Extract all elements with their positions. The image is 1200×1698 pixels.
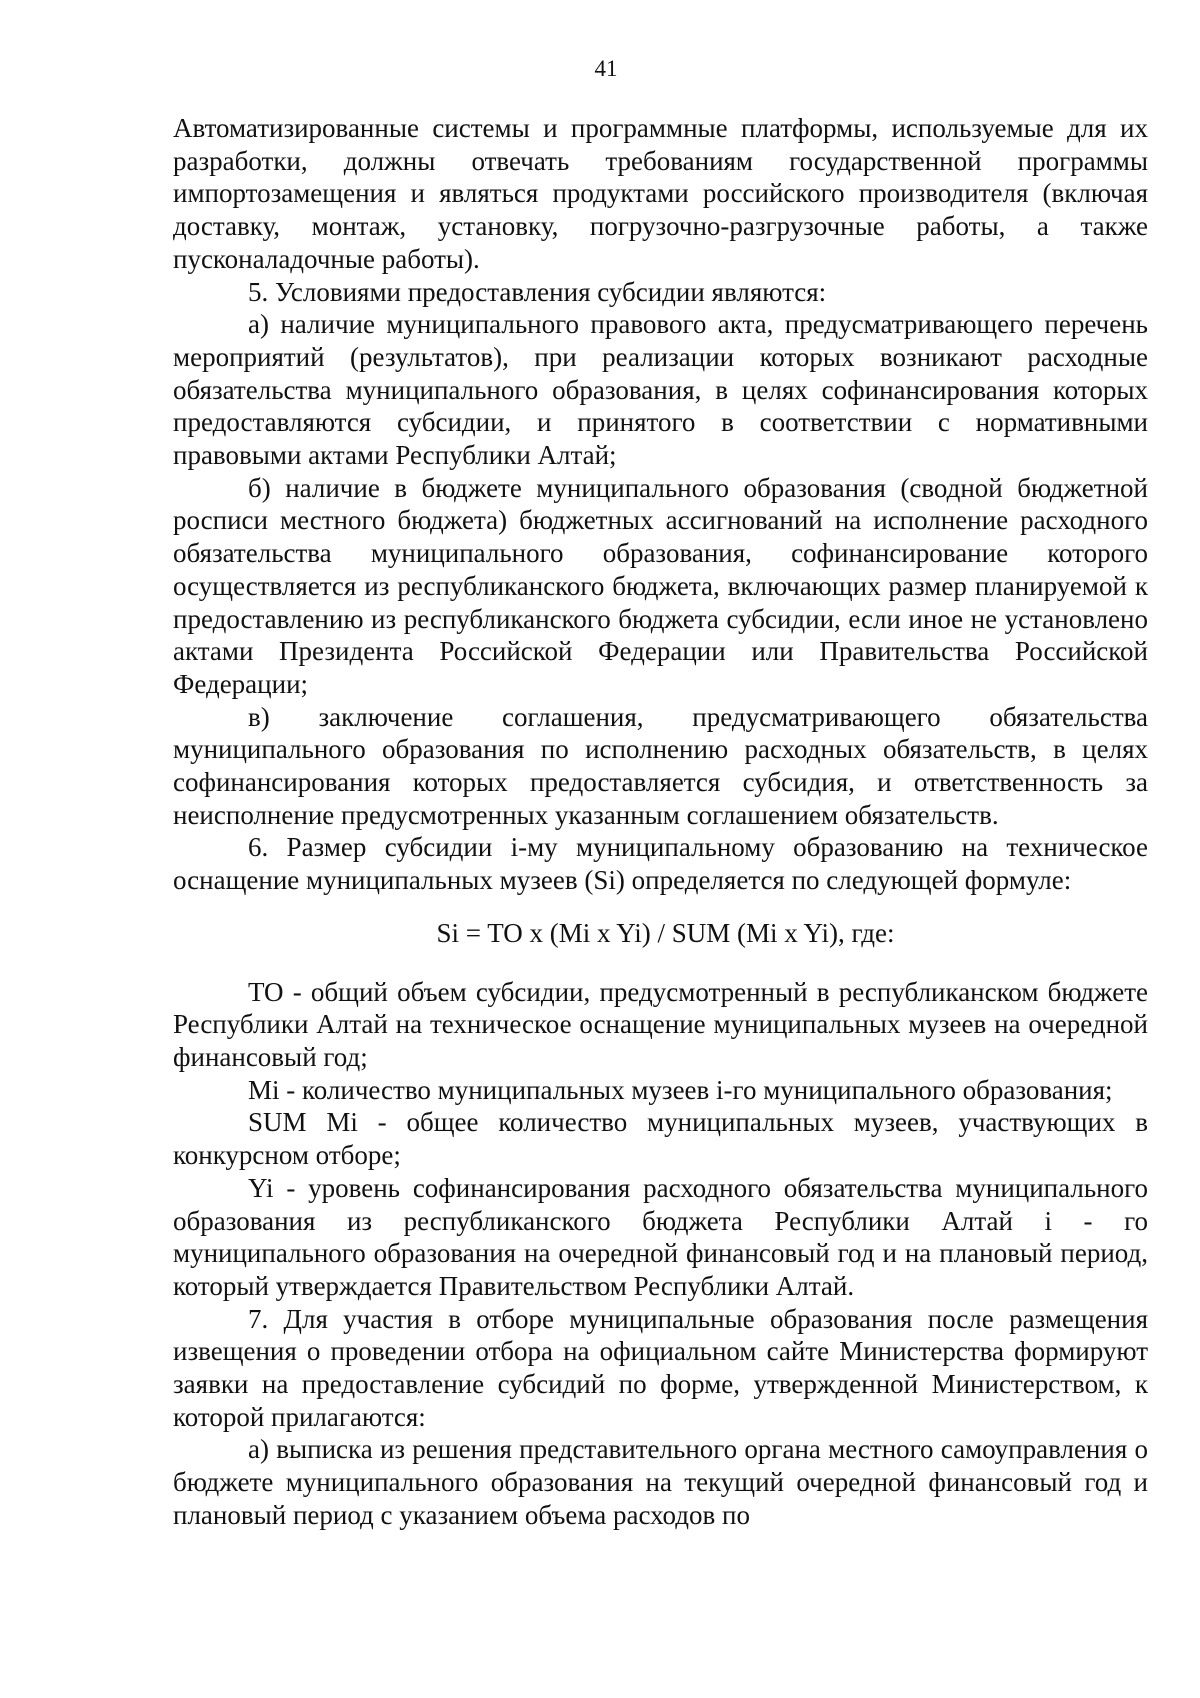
paragraph-section-7: 7. Для участия в отборе муниципальные образования после размещения извещения о проведении отбора на официальном сайте Министерства формируют заявки на предоставление субсидий по форме, утвержденной Министерством, к которой прилагаются: [173, 1303, 1148, 1432]
paragraph-condition-a: а) наличие муниципального правового акта, предусматривающего перечень мероприятий (результатов), при реализации которых возникают расходные обязательства муниципального образования, в целях софинансирования которых предоставляются субсидии, и принятого в соответствии с нормативными правовыми актами Республики Алтай; [173, 309, 1148, 471]
formula: Si = TO x (Mi x Yi) / SUM (Mi x Yi), где: [436, 917, 895, 948]
paragraph-definition-to: TO - общий объем субсидии, предусмотренный в республиканском бюджете Республики Алтай на техническое оснащение муниципальных музеев на очередной финансовый год; [173, 976, 1148, 1072]
paragraph-section-5-heading: 5. Условиями предоставления субсидии являются: [248, 276, 827, 307]
paragraph-definition-mi: Mi - количество муниципальных музеев i-го муниципального образования; [248, 1074, 1113, 1105]
paragraph-condition-c: в) заключение соглашения, предусматривающего обязательства муниципального образования по исполнению расходных обязательств, в целях софинансирования которых предоставляется субсидия, и ответственность за неисполнение предусмотренных указанным соглашением обязательств. [173, 701, 1148, 830]
page-number: 41 [594, 56, 618, 81]
paragraph-attachment-a: а) выписка из решения представительного органа местного самоуправления о бюджете муниципального образования на текущий очередной финансовый год и плановый период с указанием объема расходов по [173, 1434, 1148, 1530]
document-body [173, 112, 1148, 1532]
paragraph-definition-yi: Yi - уровень софинансирования расходного обязательства муниципального образования из республиканского бюджета Республики Алтай i - го муниципального образования на очередной финансовый год и на плановый период, который утверждается Правительством Республики Алтай. [173, 1172, 1148, 1301]
paragraph-section-6: 6. Размер субсидии i-му муниципальному образованию на техническое оснащение муниципальных музеев (Si) определяется по следующей формуле: [173, 832, 1148, 896]
paragraph-definition-sum-mi: SUM Mi - общее количество муниципальных музеев, участвующих в конкурсном отборе; [173, 1107, 1148, 1171]
paragraph-platforms: Автоматизированные системы и программные платформы, используемые для их разработки, должны отвечать требованиям государственной программы импортозамещения и являться продуктами российского производителя (включая доставку, монтаж, установку, погрузочно-разгрузочные работы, а также пусконаладочные работы). [173, 113, 1148, 274]
paragraph-condition-b: б) наличие в бюджете муниципального образования (сводной бюджетной росписи местного бюджета) бюджетных ассигнований на исполнение расходного обязательства муниципального образования, софинансирование которого осуществляется из республиканского бюджета, включающих размер планируемой к предоставлению из республиканского бюджета субсидии, если иное не установлено актами Президента Российской Федерации или Правительства Российской Федерации; [173, 472, 1148, 699]
